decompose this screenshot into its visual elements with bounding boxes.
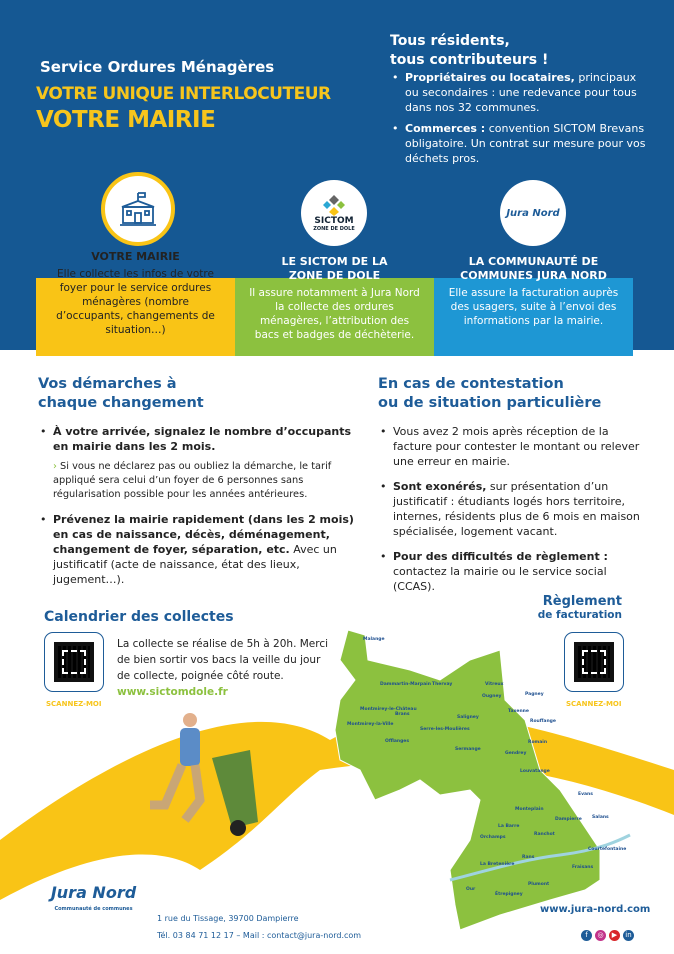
facebook-icon[interactable]: f (581, 930, 592, 941)
map-label: Plumont (528, 882, 550, 887)
map-label: Thervay (432, 682, 453, 687)
map-label: Serre-les-Moulières (420, 727, 470, 732)
residents-title: Tous résidents, tous contributeurs ! (390, 33, 549, 68)
scan-label: SCANNEZ-MOI (566, 700, 622, 708)
demarches-list (38, 424, 358, 597)
footer-contact: 1 rue du Tissage, 39700 Dampierre Tél. 03 84 71 12 17 – Mail : contact@jura-nord.com (157, 914, 362, 940)
map-label: Our (466, 887, 476, 892)
residents-list (390, 70, 650, 172)
map-label: Louvatange (520, 769, 550, 774)
contestation-list (378, 424, 648, 604)
map-label: Ougney (482, 694, 502, 699)
billing-qr-code[interactable] (564, 632, 624, 692)
map-label: Romain (528, 740, 548, 745)
map-label: Sermange (455, 747, 481, 752)
map-label: Montmirey-le-Château (360, 707, 417, 712)
map-label: Malange (363, 637, 385, 642)
note: › Si vous ne déclarez pas ou oubliez la démarche, le tarif appliqué sera celui d’un foyer de 6 personnes sans régularisation possible pour les années antérieures. (53, 461, 332, 500)
list-item: • Vous avez 2 mois après réception de la facture pour contester le montant ou relever une erreur en mairie. (378, 424, 648, 469)
map-label: Orchamps (480, 835, 506, 840)
billing-title: Règlement de facturation (537, 594, 622, 621)
map-label: Montmirey-la-Ville (347, 722, 394, 727)
map-label: Taxenne (508, 709, 529, 714)
map-label: Fraisans (572, 865, 594, 870)
map-label: Offlanges (385, 739, 410, 744)
jura-nord-logo: Jura Nord (500, 180, 566, 246)
contestation-title: En cas de contestation ou de situation particulière (378, 376, 602, 411)
map-label: Evans (578, 792, 593, 797)
town-hall-icon (101, 172, 175, 246)
map-label: Dammartin-Marpain (380, 682, 431, 687)
map-label: Rouffange (530, 719, 556, 724)
calendar-text: La collecte se réalise de 5h à 20h. Merci de bien sortir vos bacs la veille du jour de collecte, poignée côté route. www.sictomdole.fr (117, 638, 329, 698)
map-label: Gendrey (505, 751, 527, 756)
social-links (578, 922, 634, 941)
instagram-icon[interactable]: ◎ (595, 930, 606, 941)
sictom-logo: SICTOM ZONE DE DOLE (301, 180, 367, 246)
map-label: Brans (395, 712, 410, 717)
map-label: Ranchot (534, 832, 555, 837)
map-label: Saligney (457, 715, 479, 720)
demarches-title: Vos démarches à chaque changement (38, 376, 204, 411)
service-title: Service Ordures Ménagères (40, 58, 275, 76)
calendar-qr-code[interactable] (44, 632, 104, 692)
scan-label: SCANNEZ-MOI (46, 700, 102, 708)
map-label: Monteplain (515, 807, 544, 812)
map-label: Vitreux (485, 682, 504, 687)
card-sictom-content: LE SICTOM DE LA ZONE DE DOLE Il assure notamment à Jura Nord la collecte des ordures ménagères, l’attribution des bacs et badges de déchèterie. (249, 255, 420, 341)
map-shape (335, 630, 600, 930)
map-label: Pagney (525, 692, 544, 697)
headline-2: VOTRE MAIRIE (36, 107, 216, 133)
website-link[interactable]: www.jura-nord.com (540, 904, 651, 915)
list-item: • Prévenez la mairie rapidement (dans les 2 mois) en cas de naissance, décès, déménagement, changement de foyer, séparation, etc. Avec un justificatif (acte de naissance, état des lieux, jugement…). (38, 512, 358, 587)
list-item: • Commerces : convention SICTOM Brevans obligatoire. Un contrat sur mesure pour vos déchets pros. (390, 121, 650, 166)
calendar-title: Calendrier des collectes (44, 609, 234, 625)
list-item: • À votre arrivée, signalez le nombre d’occupants en mairie dans les 2 mois. › Si vous ne déclarez pas ou oubliez la démarche, le tarif appliqué sera celui d’un foyer de 6 personnes sans régularisation possible pour les années antérieures. (38, 424, 358, 502)
map-label: La Bretenière (480, 862, 515, 867)
youtube-icon[interactable]: ▶ (609, 930, 620, 941)
list-item: • Propriétaires ou locataires, principaux ou secondaires : une redevance pour tous dans nos 32 communes. (390, 70, 650, 115)
footer-logo: Jura Nord Communauté de communes (50, 883, 137, 912)
map-label: Rans (522, 855, 535, 860)
map-label: La Barre (498, 824, 520, 829)
list-item: • Sont exonérés, sur présentation d’un justificatif : étudiants logés hors territoire, internes, résidents plus de 6 mois en maison spécialisée, logement vacant. (378, 479, 648, 539)
card-jura-nord-content: LA COMMUNAUTÉ DE COMMUNES JURA NORD Elle assure la facturation auprès des usagers, suite à l’envoi des informations par la mairie. (448, 255, 619, 327)
list-item: • Pour des difficultés de règlement : contactez la mairie ou le service social (CCAS). (378, 549, 648, 594)
map-label: Courtefontaine (588, 847, 627, 852)
sictom-link[interactable]: www.sictomdole.fr (117, 686, 228, 698)
map-label: Étrepigney (495, 892, 523, 897)
headline-1: VOTRE UNIQUE INTERLOCUTEUR (36, 84, 331, 104)
map-label: Salans (592, 815, 609, 820)
map-label: Dampierre (555, 817, 582, 822)
card-mairie-content: VOTRE MAIRIE Elle collecte les infos de votre foyer pour le service ordures ménagères (nombre d’occupants, changements de situation…) (56, 250, 215, 336)
linkedin-icon[interactable]: in (623, 930, 634, 941)
